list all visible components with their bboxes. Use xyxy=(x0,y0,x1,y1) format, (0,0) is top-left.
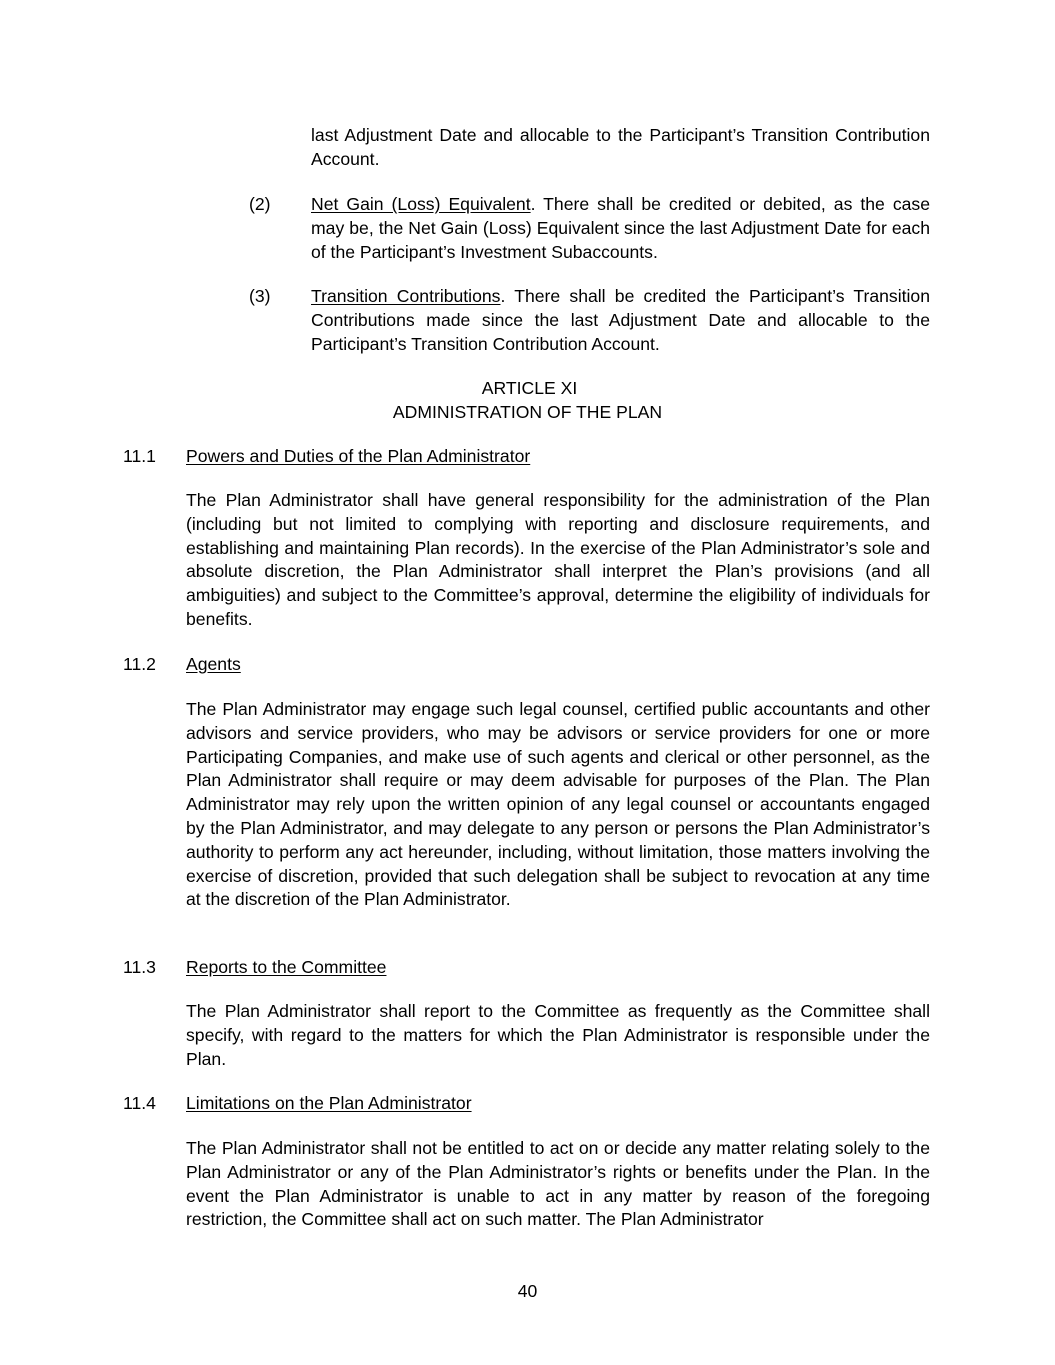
item-body: . There shall be credited the Participant’s Transition Contributions made since the last Adjustment Date and allocable to the Participant’s Transition Contribution Account. xyxy=(311,286,930,354)
item-number: (3) xyxy=(249,286,271,306)
section-body: The Plan Administrator shall report to the Committee as frequently as the Committee shall specify, with regard to the matters for which the Plan Administrator is responsible under the Plan. xyxy=(186,1001,930,1069)
item-text xyxy=(311,193,930,264)
section-body: The Plan Administrator may engage such legal counsel, certified public accountants and other advisors and service providers, who may be advisors or service providers for one or more Participating Companies, and make use of such agents and clerical or other personnel, as the Plan Administrator shall require or may deem advisable for purposes of the Plan. The Plan Administrator may rely upon the written opinion of any legal counsel or accountants engaged by the Plan Administrator, and may delegate to any person or persons the Plan Administrator’s authority to perform any act hereunder, including, without limitation, those matters involving the exercise of discretion, provided that such delegation shall be subject to revocation at any time at the discretion of the Plan Administrator. xyxy=(186,699,930,910)
item-text xyxy=(311,285,930,356)
section-number: 11.2 xyxy=(123,654,156,674)
section-title: Reports to the Committee xyxy=(186,957,387,977)
continuation-paragraph: last Adjustment Date and allocable to the Participant’s Transition Contribution Account. xyxy=(311,125,930,169)
section-title: Agents xyxy=(186,654,241,674)
article-title: ADMINISTRATION OF THE PLAN xyxy=(392,402,663,422)
section-number: 11.1 xyxy=(123,446,156,466)
item-number: (2) xyxy=(249,194,271,214)
item-heading: Transition Contributions xyxy=(311,286,501,306)
item-body: . There shall be credited or debited, as the case may be, the Net Gain (Loss) Equivalent since the last Adjustment Date for each of the Participant’s Investment Subaccounts. xyxy=(311,194,931,262)
section-body: The Plan Administrator shall not be entitled to act on or decide any matter relating solely to the Plan Administrator or any of the Plan Administrator’s rights or benefits under the Plan. In the event the Plan Administrator is unable to act in any matter by reason of the foregoing restriction, the Committee shall act on such matter. The Plan Administrator xyxy=(186,1138,930,1230)
page-number: 40 xyxy=(517,1281,538,1301)
section-title: Powers and Duties of the Plan Administrator xyxy=(186,446,531,466)
section-number: 11.4 xyxy=(123,1093,156,1113)
article-number: ARTICLE XI xyxy=(481,378,578,398)
section-body: The Plan Administrator shall have general responsibility for the administration of the Plan (including but not limited to complying with reporting and disclosure requirements, and establishing and maintaining Plan records). In the exercise of the Plan Administrator’s sole and absolute discretion, the Plan Administrator shall interpret the Plan’s provisions (and all ambiguities) and subject to the Committee’s approval, determine the eligibility of individuals for benefits. xyxy=(186,490,930,629)
section-title: Limitations on the Plan Administrator xyxy=(186,1093,472,1113)
item-heading: Net Gain (Loss) Equivalent xyxy=(311,194,531,214)
section-number: 11.3 xyxy=(123,957,156,977)
